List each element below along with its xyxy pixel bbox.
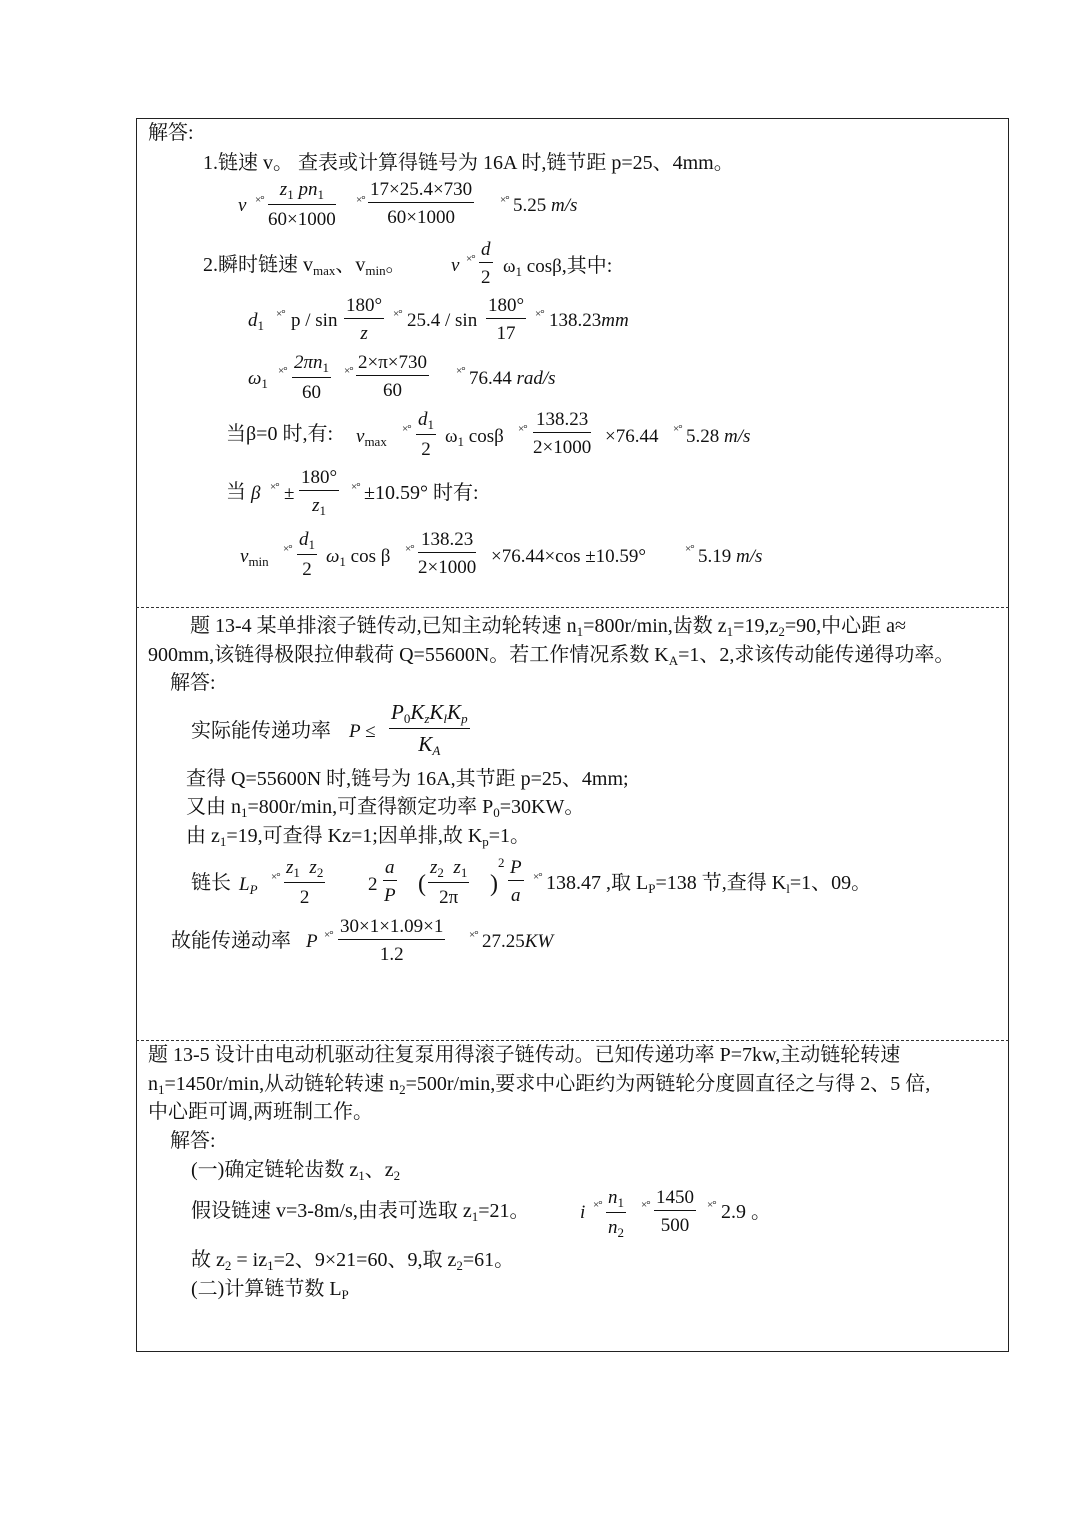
chain-length-result: 138.47 ,取 $L_P=138$ 节,查得 $K_l=1$、09。: [546, 872, 872, 896]
equals-glyph: ×°: [276, 308, 285, 320]
lookup-chain-16a: 查得 Q=55600N 时,链号为 16A,其节距 p=25、4mm;: [186, 768, 629, 790]
power-formula-label: 实际能传递功率: [191, 720, 331, 742]
equals-glyph: ×°: [283, 543, 292, 555]
equals-glyph: ×°: [405, 543, 414, 555]
problem-13-5-line3: 中心距可调,两班制工作。: [148, 1101, 373, 1123]
equals-glyph: ×°: [351, 481, 360, 493]
formula-omega-lhs: $\omega_1$: [248, 368, 268, 391]
formula-vmax-tail: ×76.44: [605, 426, 659, 447]
formula-vmin-numeric-fraction: $\frac{138.23}{2\times 1000}$: [418, 529, 477, 578]
equals-glyph: ×°: [469, 929, 478, 941]
formula-vmax-numeric-fraction: $\frac{138.23}{2\times 1000}$: [533, 409, 592, 458]
formula-v-inst-fraction: $\frac{d}{2}$: [481, 239, 491, 288]
formula-omega-numeric-fraction: $\frac{2\times\pi\times 730}{60}$: [358, 352, 428, 401]
formula-v-lhs: v: [238, 195, 247, 216]
paren-open: (: [418, 871, 426, 897]
equals-glyph: ×°: [593, 1199, 602, 1211]
beta-result: ±10.59° 时有:: [364, 482, 479, 504]
equals-glyph: ×°: [500, 194, 509, 206]
plus-minus: ±: [284, 483, 295, 504]
beta-zero-label: 当β=0 时,有:: [226, 423, 334, 445]
equals-glyph: ×°: [344, 365, 353, 377]
final-power-fraction: $\frac{30\times 1\times 1.09\times 1}{1.2}$: [340, 916, 444, 965]
formula-d1-fraction: $\frac{180^\circ}{z}$: [346, 295, 383, 344]
equals-glyph: ×°: [324, 929, 333, 941]
beta-symbol: β: [251, 483, 261, 504]
formula-vmax-lhs: $v_{max}$: [356, 426, 387, 449]
problem-13-4-line2: 900mm,该链得极限拉伸载荷 Q=55600N。若工作情况系数 $K_A=1$、2,求该传动能传递得功率。: [148, 644, 955, 668]
step-tooth-count-heading: (一)确定链轮齿数 $z_1$、$z_2$: [191, 1159, 401, 1183]
answer-label: 解答:: [170, 672, 216, 694]
power-formula-fraction: $P_0K_zK_lK_p$ $K_A$: [391, 700, 468, 758]
equals-glyph: ×°: [535, 308, 544, 320]
equals-glyph: ×°: [393, 308, 402, 320]
formula-vmin-fraction: $\frac{d_1}{2}$: [299, 529, 315, 580]
chain-length-two: 2: [368, 874, 378, 895]
formula-vmax-omega: $\omega_1$ cosβ: [445, 426, 504, 449]
equals-glyph: ×°: [255, 194, 264, 206]
square-exponent: 2: [498, 855, 505, 870]
chain-length-lhs: $L_P$: [239, 874, 258, 897]
equals-glyph: ×°: [673, 423, 682, 435]
step-1-chain-speed: 1.链速 v。 查表或计算得链号为 16A 时,链节距 p=25、4mm。: [203, 152, 734, 174]
beta-range-label: 当: [226, 481, 246, 503]
assume-chain-speed: 假设链速 v=3-8m/s,由表可选取 $z_1=21$。: [191, 1200, 530, 1224]
equals-glyph: ×°: [402, 423, 411, 435]
lookup-kz-kp: 由 $z_1=19$,可查得 Kz=1;因单排,故 $K_p=1$。: [186, 825, 531, 849]
formula-omega-result: 76.44 rad/s: [469, 368, 556, 389]
formula-d1-numeric-fraction: $\frac{180^\circ}{17}$: [488, 295, 525, 344]
answer-label: 解答:: [170, 1130, 216, 1152]
paren-close: ): [490, 871, 498, 897]
formula-d1-p-sin: p / sin: [291, 310, 338, 331]
equals-glyph: ×°: [270, 481, 279, 493]
equals-glyph: ×°: [641, 1199, 650, 1211]
ratio-result: 2.9 。: [721, 1201, 771, 1223]
formula-v-fraction: $\frac{z_1 pn_1}{60\times 1000}$: [268, 179, 336, 230]
ratio-numeric-fraction: $\frac{1450}{500}$: [656, 1187, 694, 1236]
chain-length-label: 链长: [191, 872, 231, 894]
equals-glyph: ×°: [456, 365, 465, 377]
formula-d1-numeric: 25.4 / sin: [407, 310, 478, 331]
formula-vmax-fraction: $\frac{d_1}{2}$: [418, 409, 434, 460]
formula-beta-fraction: $\frac{180^\circ}{z_1}$: [301, 467, 338, 518]
formula-d1-result: 138.23mm: [549, 310, 629, 331]
chain-length-frac2: $\frac{a}{P}$: [383, 857, 396, 906]
equals-glyph: ×°: [685, 543, 694, 555]
ratio-lhs: i: [580, 1202, 586, 1223]
ratio-fraction: $\frac{n_1}{n_2}$: [608, 1187, 624, 1240]
equals-glyph: ×°: [271, 871, 280, 883]
formula-vmin-result: 5.19 m/s: [698, 546, 763, 567]
equals-glyph: ×°: [356, 194, 365, 206]
formula-vmin-lhs: $v_{min}$: [240, 546, 269, 569]
chain-length-frac3: $\frac{z_2 z_1}{2\pi}$: [430, 857, 468, 908]
equals-glyph: ×°: [518, 423, 527, 435]
formula-omega-fraction: $\frac{2\pi n_1}{60}$: [294, 352, 330, 403]
equals-glyph: ×°: [278, 365, 287, 377]
power-formula-lhs: P ≤: [349, 721, 376, 742]
formula-d1-lhs: $d_1$: [248, 310, 264, 333]
step-2-instant-speed: 2.瞬时链速 $v_{max}$、$v_{min}$。: [203, 254, 406, 278]
problem-13-4-line1: 题 13-4 某单排滚子链传动,已知主动轮转速 $n_1=800r/\min$,齿数 $z_1=19,z_2=90$,中心距 a≈: [190, 615, 906, 639]
lookup-rated-power: 又由 $n_1=800r/\min$,可查得额定功率 $P_0=30KW$。: [186, 796, 585, 820]
final-power-lhs: P: [306, 931, 318, 952]
chain-length-frac4: $\frac{P}{a}$: [510, 857, 522, 906]
formula-v-numeric-fraction: $\frac{17\times 25.4\times 730}{60\times 1000}$: [370, 179, 473, 228]
section-divider: [136, 607, 1009, 608]
formula-v-inst-lhs: v: [451, 255, 460, 276]
z2-calculation: 故 $z_2 = iz_1=2$、9×21=60、9,取 $z_2=61$。: [191, 1249, 515, 1273]
answer-label: 解答:: [148, 122, 194, 144]
chain-length-frac1: $\frac{z_1 z_2}{2}$: [286, 857, 324, 908]
problem-13-5-line1: 题 13-5 设计由电动机驱动往复泵用得滚子链传动。已知传递功率 P=7kw,主动链轮转速: [148, 1044, 901, 1066]
equals-glyph: ×°: [707, 1199, 716, 1211]
equals-glyph: ×°: [533, 871, 542, 883]
step-chain-links-heading: (二)计算链节数 $L_P$: [191, 1278, 349, 1302]
formula-v-inst-rest: $\omega_1$ cosβ,其中:: [503, 255, 613, 279]
formula-v-result: 5.25 m/s: [513, 195, 578, 216]
final-power-label: 故能传递动率: [171, 930, 291, 952]
formula-vmax-result: 5.28 m/s: [686, 426, 751, 447]
formula-vmin-omega: $\omega_1$ cos β: [326, 546, 391, 569]
section-divider: [136, 1040, 1009, 1041]
problem-13-5-line2: $n_1=1450r/\min$,从动链轮转速 $n_2=500r/\min$,要求中心距约为两链轮分度圆直径之与得 2、5 倍,: [148, 1073, 931, 1097]
equals-glyph: ×°: [466, 253, 475, 265]
final-power-result: 27.25KW: [482, 931, 554, 952]
formula-vmin-tail: ×76.44×cos ±10.59°: [491, 546, 647, 567]
